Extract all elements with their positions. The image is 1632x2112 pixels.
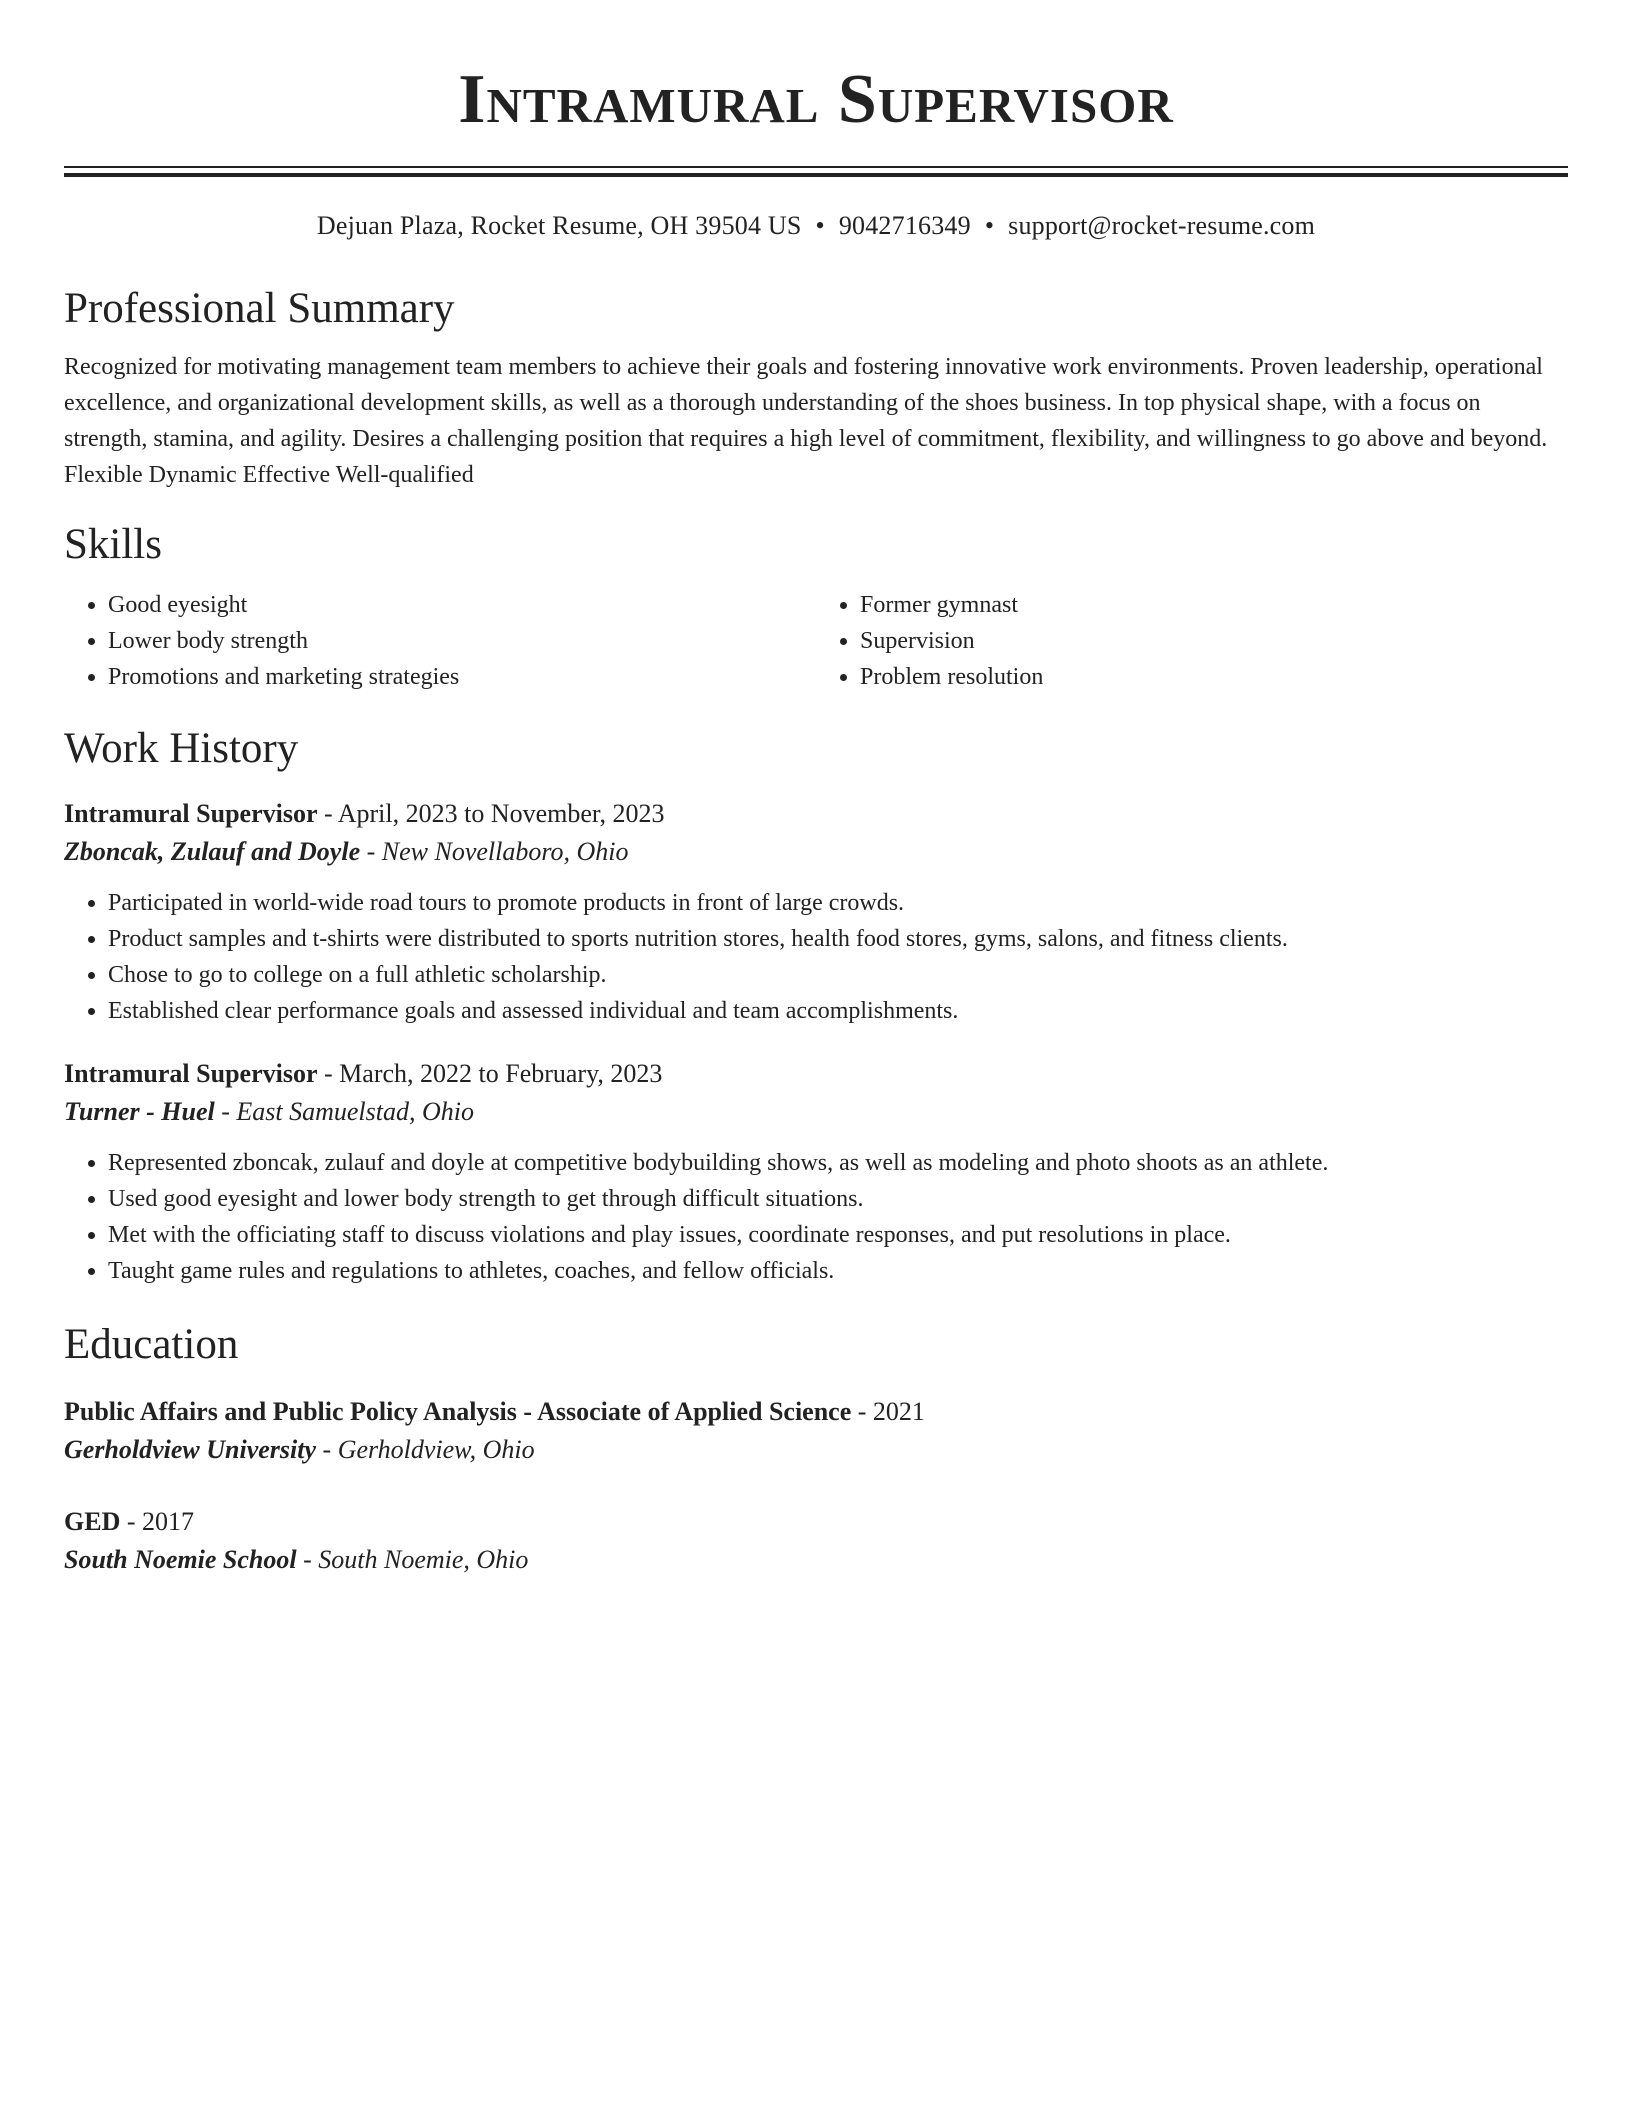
job-employer [64,833,1568,871]
job-bullet: • Product samples and t-shirts were distributed to sports nutrition stores, health food stores, gyms, salons, and fitness clients. [108,921,1568,957]
skill-item: • Former gymnast [860,587,1568,623]
education-entry [64,1393,1568,1469]
skill-item: • Lower body strength [108,623,816,659]
job-bullet: • Established clear performance goals and assessed individual and team accomplishments. [108,993,1568,1029]
contact-phone: 9042716349 [838,211,971,240]
job-bullets [64,885,1568,1029]
education-school-line [64,1431,1568,1469]
education-degree: Public Affairs and Public Policy Analysis - Associate of Applied Science [64,1397,852,1426]
job-header [64,1055,1568,1093]
job-header [64,795,1568,833]
education-school: South Noemie School [64,1545,297,1574]
resume-title: Intramural Supervisor [458,61,1174,138]
education-year: - 2021 [857,1397,925,1426]
job-title: Intramural Supervisor [64,799,318,828]
job-entry [64,795,1568,1029]
skills-heading: Skills [64,521,162,568]
title-divider [64,166,1568,177]
job-bullet: • Taught game rules and regulations to athletes, coaches, and fellow officials. [108,1253,1568,1289]
education-school: Gerholdview University [64,1435,317,1464]
skills-list [64,587,1568,695]
education-entry [64,1503,1568,1579]
education-header [64,1503,1568,1541]
job-bullet: • Met with the officiating staff to discuss violations and play issues, coordinate responses, and put resolutions in place. [108,1217,1568,1253]
job-location: - New Novellaboro, Ohio [366,837,629,866]
education-school-line [64,1541,1568,1579]
skill-item: • Good eyesight [108,587,816,623]
skill-item: • Supervision [860,623,1568,659]
job-company: Zboncak, Zulauf and Doyle [64,837,361,866]
work-history-heading: Work History [64,725,299,772]
job-company: Turner - Huel [64,1097,215,1126]
contact-line [64,209,1568,243]
contact-separator: • [815,211,825,240]
skills-column-right [816,587,1568,695]
education-header [64,1393,1568,1431]
job-bullets [64,1145,1568,1289]
contact-email: support@rocket-resume.com [1008,211,1316,240]
job-entry [64,1055,1568,1289]
skill-item: • Problem resolution [860,659,1568,695]
contact-separator: • [984,211,995,240]
job-bullet: • Chose to go to college on a full athletic scholarship. [108,957,1568,993]
job-employer [64,1093,1568,1131]
education-location: - South Noemie, Ohio [303,1545,529,1574]
education-heading: Education [64,1321,239,1368]
job-dates: - April, 2023 to November, 2023 [324,799,665,828]
education-degree: GED [64,1507,121,1536]
summary-heading: Professional Summary [64,285,455,332]
skill-item: • Promotions and marketing strategies [108,659,816,695]
job-dates: - March, 2022 to February, 2023 [324,1059,663,1088]
job-location: - East Samuelstad, Ohio [221,1097,474,1126]
job-bullet: • Represented zboncak, zulauf and doyle at competitive bodybuilding shows, as well as modeling and photo shoots as an athlete. [108,1145,1568,1181]
summary-text: Recognized for motivating management team members to achieve their goals and fostering innovative work environments. Proven leadership, operational excellence, and organizational development skills, as well as a thorough understanding of the shoes business. In top physical shape, with a focus on strength, stamina, and agility. Desires a challenging position that requires a high level of commitment, flexibility, and willingness to go above and beyond. Flexible Dynamic Effective Well-qualified [64,354,1548,488]
job-bullet: • Participated in world-wide road tours to promote products in front of large crowds. [108,885,1568,921]
skills-column-left [64,587,816,695]
education-location: - Gerholdview, Ohio [322,1435,535,1464]
contact-address: Dejuan Plaza, Rocket Resume, OH 39504 US [316,211,802,240]
education-year: - 2017 [126,1507,195,1536]
job-bullet: • Used good eyesight and lower body strength to get through difficult situations. [108,1181,1568,1217]
job-title: Intramural Supervisor [64,1059,318,1088]
